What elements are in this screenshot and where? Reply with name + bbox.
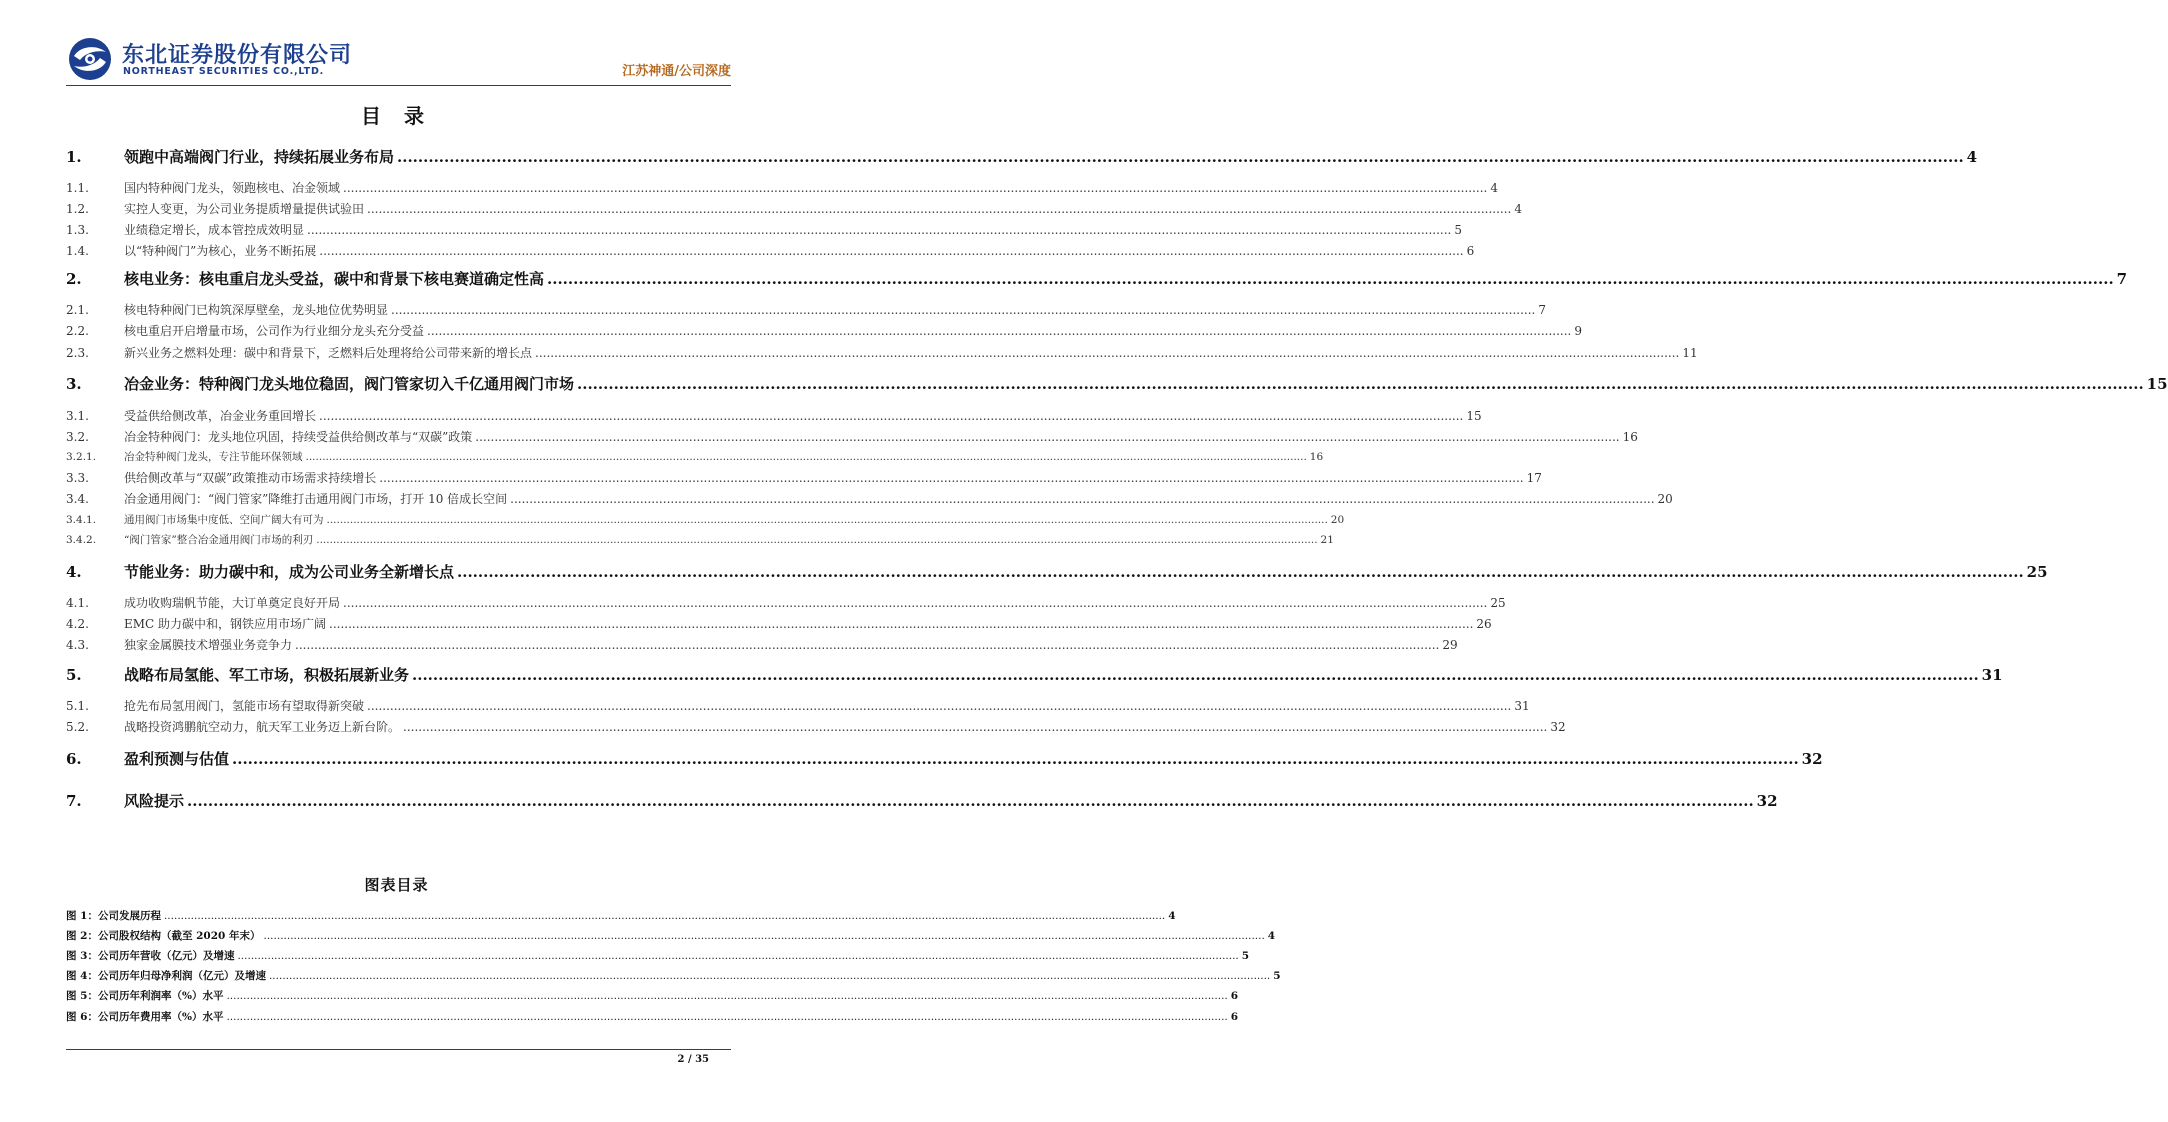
toc-entry-page: 16	[1622, 430, 1638, 444]
dot-leader: ............................................................................................................................................................................................................................................................................................................	[226, 990, 1228, 1002]
figure-entry-label: 图 5：公司历年利润率（%）水平	[66, 990, 224, 1002]
toc-entry[interactable]	[66, 301, 1546, 319]
dot-leader: ............................................................................................................................................................................................................................................................................................................	[535, 346, 1680, 360]
toc-entry-page: 32	[1550, 720, 1566, 734]
toc-entry-label: 核电重启开启增量市场，公司作为行业细分龙头充分受益	[124, 324, 425, 338]
toc-entry[interactable]	[66, 428, 1638, 446]
toc-entry-label: 核电业务：核电重启龙头受益，碳中和背景下核电赛道确定性高	[124, 270, 545, 288]
toc-entry-number: 1.1.	[66, 181, 89, 195]
toc-entry-number: 3.4.	[66, 492, 89, 506]
toc-entry-label: 抢先布局氢用阀门，氢能市场有望取得新突破	[124, 699, 365, 713]
figure-entry[interactable]	[66, 948, 1250, 964]
dot-leader: ............................................................................................................................................................................................................................................................................................................	[319, 409, 1464, 423]
toc-entry-page: 4	[1966, 148, 1978, 166]
toc-entry[interactable]	[66, 242, 1475, 260]
toc-entry-page: 17	[1526, 471, 1542, 485]
toc-entry[interactable]	[66, 790, 1778, 812]
toc-entry-label: 领跑中高端阀门行业，持续拓展业务布局	[124, 148, 395, 166]
dot-leader: ............................................................................................................................................................................................................................................................................................................	[397, 148, 1964, 166]
toc-entry-number: 3.2.	[66, 430, 89, 444]
figure-entry[interactable]	[66, 928, 1276, 944]
toc-entry-label: EMC 助力碳中和，钢铁应用市场广阔	[124, 617, 327, 631]
dot-leader: ............................................................................................................................................................................................................................................................................................................	[316, 534, 1318, 546]
toc-entry-number: 2.2.	[66, 324, 89, 338]
toc-entry-number: 3.3.	[66, 471, 89, 485]
toc-entry-label: 新兴业务之燃料处理：碳中和背景下，乏燃料后处理将给公司带来新的增长点	[124, 346, 533, 360]
toc-entry-label: 供给侧改革与“双碳”政策推动市场需求持续增长	[124, 471, 377, 485]
toc-entry-label: “阀门管家”整合冶金通用阀门市场的利刃	[124, 534, 314, 546]
dot-leader: ............................................................................................................................................................................................................................................................................................................	[326, 514, 1328, 526]
toc-entry-page: 15	[2146, 375, 2168, 393]
figure-entry[interactable]	[66, 968, 1281, 984]
toc-entry[interactable]	[66, 718, 1566, 736]
toc-entry-number: 6.	[66, 750, 82, 768]
page-number: 2 / 35	[677, 1054, 709, 1065]
dot-leader: ............................................................................................................................................................................................................................................................................................................	[379, 471, 1524, 485]
dot-leader: ............................................................................................................................................................................................................................................................................................................	[343, 596, 1488, 610]
toc-entry-number: 5.	[66, 666, 82, 684]
toc-entry-number: 2.	[66, 270, 82, 288]
page-header	[66, 34, 731, 84]
toc-entry-page: 25	[2026, 563, 2048, 581]
dot-leader: ............................................................................................................................................................................................................................................................................................................	[268, 970, 1271, 982]
dot-leader: ............................................................................................................................................................................................................................................................................................................	[307, 223, 1452, 237]
toc-entry-number: 4.3.	[66, 638, 89, 652]
dot-leader: ............................................................................................................................................................................................................................................................................................................	[367, 202, 1512, 216]
toc-entry-page: 32	[1756, 792, 1778, 810]
toc-entry-label: 冶金业务：特种阀门龙头地位稳固，阀门管家切入千亿通用阀门市场	[124, 375, 575, 393]
toc-entry-label: 国内特种阀门龙头，领跑核电、冶金领域	[124, 181, 341, 195]
dot-leader: ............................................................................................................................................................................................................................................................................................................	[232, 750, 1799, 768]
dot-leader: ............................................................................................................................................................................................................................................................................................................	[329, 617, 1474, 631]
toc-entry-label: 战略布局氢能、军工市场，积极拓展新业务	[124, 666, 410, 684]
figure-entry-page: 6	[1230, 990, 1239, 1002]
toc-entry-label: 冶金特种阀门：龙头地位巩固，持续受益供给侧改革与“双碳”政策	[124, 430, 473, 444]
figure-entry-page: 5	[1241, 950, 1250, 962]
dot-leader: ............................................................................................................................................................................................................................................................................................................	[510, 492, 1655, 506]
toc-entry-label: 实控人变更，为公司业务提质增量提供试验田	[124, 202, 365, 216]
toc-entry-number: 1.	[66, 148, 82, 166]
toc-entry[interactable]	[66, 407, 1482, 425]
toc-entry[interactable]	[66, 615, 1492, 633]
toc-entry[interactable]	[66, 664, 2003, 686]
toc-entry-page: 5	[1454, 223, 1462, 237]
toc-entry-number: 1.2.	[66, 202, 89, 216]
toc-entry[interactable]	[66, 449, 1324, 467]
toc-entry-page: 7	[1538, 303, 1546, 317]
toc-entry-page: 4	[1490, 181, 1498, 195]
figure-entry-page: 6	[1230, 1011, 1239, 1023]
toc-entry[interactable]	[66, 490, 1673, 508]
toc-entry[interactable]	[66, 322, 1582, 340]
toc-entry-label: 通用阀门市场集中度低、空间广阔大有可为	[124, 514, 324, 526]
toc-entry-label: 战略投资鸿鹏航空动力，航天军工业务迈上新台阶。	[124, 720, 401, 734]
toc-entry-page: 16	[1309, 451, 1324, 463]
toc-entry-label: 独家金属膜技术增强业务竞争力	[124, 638, 293, 652]
toc-entry-number: 2.3.	[66, 346, 89, 360]
toc-entry-number: 3.	[66, 375, 82, 393]
toc-entry-number: 4.1.	[66, 596, 89, 610]
dot-leader: ............................................................................................................................................................................................................................................................................................................	[263, 930, 1265, 942]
company-logo-icon	[66, 36, 114, 82]
figure-entry-label: 图 4：公司历年归母净利润（亿元）及增速	[66, 970, 266, 982]
toc-entry-label: 受益供给侧改革，冶金业务重回增长	[124, 409, 317, 423]
dot-leader: ............................................................................................................................................................................................................................................................................................................	[403, 720, 1548, 734]
figure-entry-label: 图 1：公司发展历程	[66, 910, 161, 922]
toc-entry[interactable]	[66, 636, 1458, 654]
toc-entry-label: 冶金通用阀门：“阀门管家”降维打击通用阀门市场，打开 10 倍成长空间	[124, 492, 508, 506]
footer-divider	[66, 1049, 731, 1050]
figure-entry-page: 4	[1267, 930, 1276, 942]
toc-entry-page: 31	[1981, 666, 2003, 684]
toc-entry-number: 5.1.	[66, 699, 89, 713]
toc-entry[interactable]	[66, 268, 2128, 290]
toc-entry-label: 成功收购瑞帆节能，大订单奠定良好开局	[124, 596, 341, 610]
header-divider	[66, 85, 731, 86]
toc-entry[interactable]	[66, 146, 1978, 168]
figure-entry-label: 图 2：公司股权结构（截至 2020 年末）	[66, 930, 261, 942]
report-tag: 江苏神通/公司深度	[622, 64, 731, 79]
toc-entry[interactable]	[66, 200, 1522, 218]
toc-entry-page: 15	[1466, 409, 1482, 423]
dot-leader: ............................................................................................................................................................................................................................................................................................................	[547, 270, 2114, 288]
toc-entry-number: 1.3.	[66, 223, 89, 237]
toc-entry-page: 20	[1330, 514, 1345, 526]
toc-entry-number: 4.2.	[66, 617, 89, 631]
toc-entry-page: 11	[1682, 346, 1698, 360]
toc-entry[interactable]	[66, 221, 1462, 239]
figure-entry-page: 5	[1273, 970, 1281, 982]
dot-leader: ............................................................................................................................................................................................................................................................................................................	[475, 430, 1620, 444]
dot-leader: ............................................................................................................................................................................................................................................................................................................	[412, 666, 1979, 684]
toc-entry[interactable]	[66, 344, 1698, 362]
figure-entry-page: 4	[1168, 910, 1176, 922]
dot-leader: ............................................................................................................................................................................................................................................................................................................	[187, 792, 1754, 810]
toc-entry-page: 21	[1320, 534, 1334, 546]
figure-entry[interactable]	[66, 908, 1176, 924]
toc-entry-page: 32	[1801, 750, 1823, 768]
toc-entry-page: 31	[1514, 699, 1530, 713]
toc-entry[interactable]	[66, 561, 2048, 583]
dot-leader: ............................................................................................................................................................................................................................................................................................................	[343, 181, 1488, 195]
toc-entry-number: 4.	[66, 563, 82, 581]
dot-leader: ............................................................................................................................................................................................................................................................................................................	[577, 375, 2144, 393]
toc-entry[interactable]	[66, 469, 1542, 487]
toc-entry-page: 25	[1490, 596, 1506, 610]
dot-leader: ............................................................................................................................................................................................................................................................................................................	[305, 451, 1307, 463]
toc-entry[interactable]	[66, 532, 1334, 550]
dot-leader: ............................................................................................................................................................................................................................................................................................................	[237, 950, 1239, 962]
figure-index-title: 图表目录	[364, 876, 429, 894]
figure-entry-label: 图 6：公司历年费用率（%）水平	[66, 1011, 224, 1023]
toc-title: 目 录	[361, 104, 432, 128]
toc-entry-page: 6	[1466, 244, 1475, 258]
toc-entry-page: 26	[1476, 617, 1492, 631]
toc-entry[interactable]	[66, 594, 1506, 612]
toc-entry-number: 3.4.1.	[66, 514, 97, 526]
toc-entry-label: 盈利预测与估值	[124, 750, 230, 768]
toc-entry[interactable]	[66, 179, 1498, 197]
dot-leader: ............................................................................................................................................................................................................................................................................................................	[226, 1011, 1228, 1023]
toc-entry-label: 风险提示	[124, 792, 185, 810]
toc-entry-number: 3.4.2.	[66, 534, 97, 546]
toc-entry-page: 29	[1442, 638, 1458, 652]
toc-entry-label: 冶金特种阀门龙头，专注节能环保领域	[124, 451, 303, 463]
figure-entry-label: 图 3：公司历年营收（亿元）及增速	[66, 950, 235, 962]
dot-leader: ............................................................................................................................................................................................................................................................................................................	[391, 303, 1536, 317]
toc-entry[interactable]	[66, 512, 1345, 530]
company-name-cn: 东北证券股份有限公司	[122, 43, 353, 68]
toc-entry[interactable]	[66, 748, 1823, 770]
toc-entry-page: 20	[1657, 492, 1673, 506]
company-name-en: NORTHEAST SECURITIES CO.,LTD.	[123, 66, 325, 77]
toc-entry-number: 1.4.	[66, 244, 89, 258]
dot-leader: ............................................................................................................................................................................................................................................................................................................	[457, 563, 2024, 581]
dot-leader: ............................................................................................................................................................................................................................................................................................................	[163, 910, 1166, 922]
toc-entry-number: 7.	[66, 792, 82, 810]
toc-entry[interactable]	[66, 373, 2168, 395]
dot-leader: ............................................................................................................................................................................................................................................................................................................	[295, 638, 1440, 652]
toc-entry-number: 3.1.	[66, 409, 89, 423]
toc-entry-label: 节能业务：助力碳中和，成为公司业务全新增长点	[124, 563, 455, 581]
toc-entry-page: 4	[1514, 202, 1522, 216]
figure-entry[interactable]	[66, 988, 1239, 1004]
dot-leader: ............................................................................................................................................................................................................................................................................................................	[319, 244, 1464, 258]
toc-entry-number: 2.1.	[66, 303, 89, 317]
dot-leader: ............................................................................................................................................................................................................................................................................................................	[367, 699, 1512, 713]
toc-entry-page: 7	[2116, 270, 2128, 288]
toc-entry-label: 以“特种阀门”为核心，业务不断拓展	[124, 244, 317, 258]
dot-leader: ............................................................................................................................................................................................................................................................................................................	[427, 324, 1572, 338]
toc-entry[interactable]	[66, 697, 1530, 715]
toc-entry-label: 业绩稳定增长，成本管控成效明显	[124, 223, 305, 237]
toc-entry-number: 3.2.1.	[66, 451, 97, 463]
toc-entry-label: 核电特种阀门已构筑深厚壁垒，龙头地位优势明显	[124, 303, 389, 317]
toc-entry-number: 5.2.	[66, 720, 89, 734]
figure-entry[interactable]	[66, 1009, 1239, 1025]
toc-entry-page: 9	[1574, 324, 1582, 338]
